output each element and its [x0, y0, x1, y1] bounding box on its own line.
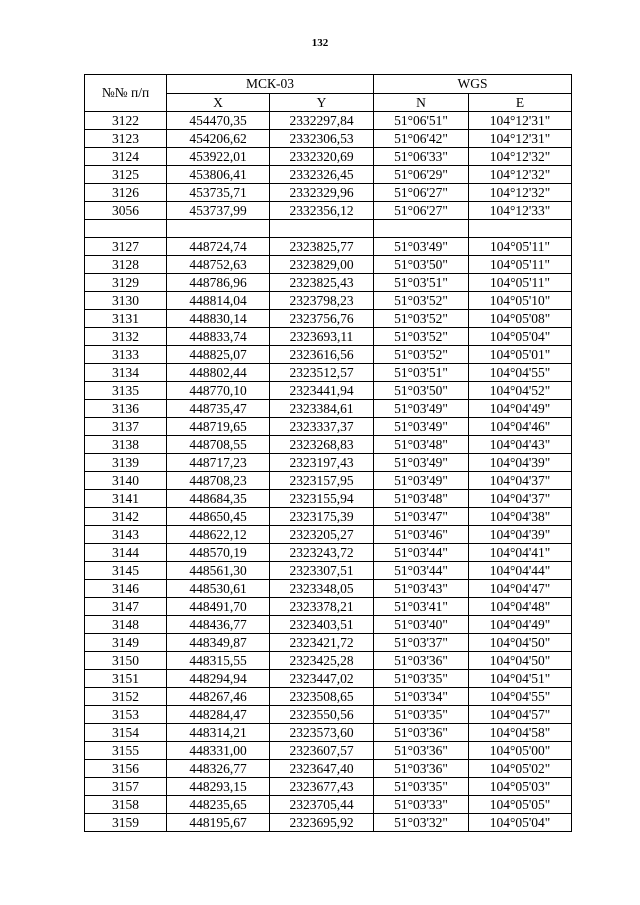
cell-y [270, 220, 374, 238]
cell-x: 448622,12 [167, 526, 270, 544]
cell-e: 104°05'11" [469, 256, 572, 274]
cell-x: 448708,55 [167, 436, 270, 454]
cell-n: 51°06'51" [374, 112, 469, 130]
table-row [85, 616, 572, 634]
cell-x: 448284,47 [167, 706, 270, 724]
cell-x: 448825,07 [167, 346, 270, 364]
cell-e [469, 220, 572, 238]
cell-x: 448293,15 [167, 778, 270, 796]
cell-number: 3123 [85, 130, 167, 148]
table-row [85, 796, 572, 814]
table-row [85, 598, 572, 616]
cell-number: 3124 [85, 148, 167, 166]
cell-number: 3147 [85, 598, 167, 616]
cell-n: 51°03'47" [374, 508, 469, 526]
cell-x: 454206,62 [167, 130, 270, 148]
table-row [85, 220, 572, 238]
cell-e: 104°05'00" [469, 742, 572, 760]
cell-y: 2332329,96 [270, 184, 374, 202]
cell-x: 448786,96 [167, 274, 270, 292]
cell-n: 51°03'49" [374, 454, 469, 472]
cell-y: 2332326,45 [270, 166, 374, 184]
cell-e: 104°04'44" [469, 562, 572, 580]
table-row [85, 472, 572, 490]
cell-y: 2323512,57 [270, 364, 374, 382]
cell-x: 448315,55 [167, 652, 270, 670]
cell-n: 51°03'49" [374, 400, 469, 418]
cell-n: 51°03'34" [374, 688, 469, 706]
cell-y: 2323550,56 [270, 706, 374, 724]
table-row [85, 292, 572, 310]
cell-number: 3141 [85, 490, 167, 508]
cell-number: 3150 [85, 652, 167, 670]
cell-e: 104°05'08" [469, 310, 572, 328]
table-row [85, 544, 572, 562]
cell-x: 448294,94 [167, 670, 270, 688]
table-row [85, 652, 572, 670]
table-row [85, 148, 572, 166]
cell-number: 3131 [85, 310, 167, 328]
cell-x: 448735,47 [167, 400, 270, 418]
header-wgs: WGS [374, 75, 572, 94]
cell-n: 51°03'41" [374, 598, 469, 616]
cell-number: 3158 [85, 796, 167, 814]
cell-e: 104°04'58" [469, 724, 572, 742]
table-body [85, 112, 572, 832]
cell-n [374, 220, 469, 238]
cell-x: 448802,44 [167, 364, 270, 382]
table-row [85, 364, 572, 382]
cell-y: 2323307,51 [270, 562, 374, 580]
cell-e: 104°05'03" [469, 778, 572, 796]
cell-n: 51°06'33" [374, 148, 469, 166]
cell-number: 3132 [85, 328, 167, 346]
cell-x: 448235,65 [167, 796, 270, 814]
cell-number: 3136 [85, 400, 167, 418]
cell-number: 3140 [85, 472, 167, 490]
cell-e: 104°05'10" [469, 292, 572, 310]
cell-x: 448724,74 [167, 238, 270, 256]
table-row [85, 238, 572, 256]
cell-x: 448349,87 [167, 634, 270, 652]
cell-y: 2323677,43 [270, 778, 374, 796]
cell-number: 3148 [85, 616, 167, 634]
cell-x: 448708,23 [167, 472, 270, 490]
cell-y: 2323384,61 [270, 400, 374, 418]
cell-e: 104°12'32" [469, 148, 572, 166]
cell-e: 104°05'01" [469, 346, 572, 364]
cell-number: 3142 [85, 508, 167, 526]
cell-n: 51°03'36" [374, 724, 469, 742]
cell-e: 104°04'52" [469, 382, 572, 400]
cell-y: 2323616,56 [270, 346, 374, 364]
cell-e: 104°05'02" [469, 760, 572, 778]
cell-e: 104°04'55" [469, 688, 572, 706]
cell-e: 104°12'32" [469, 184, 572, 202]
table-row [85, 454, 572, 472]
cell-y: 2323243,72 [270, 544, 374, 562]
cell-n: 51°03'49" [374, 472, 469, 490]
cell-e: 104°05'04" [469, 328, 572, 346]
cell-n: 51°03'35" [374, 706, 469, 724]
cell-y: 2323825,43 [270, 274, 374, 292]
cell-e: 104°04'39" [469, 526, 572, 544]
cell-n: 51°03'37" [374, 634, 469, 652]
cell-n: 51°03'52" [374, 310, 469, 328]
cell-number: 3143 [85, 526, 167, 544]
cell-e: 104°04'50" [469, 652, 572, 670]
cell-e: 104°04'39" [469, 454, 572, 472]
cell-y: 2323378,21 [270, 598, 374, 616]
cell-n: 51°03'48" [374, 490, 469, 508]
cell-e: 104°04'47" [469, 580, 572, 598]
cell-e: 104°04'51" [469, 670, 572, 688]
cell-y: 2323155,94 [270, 490, 374, 508]
table-row [85, 634, 572, 652]
cell-e: 104°04'48" [469, 598, 572, 616]
cell-number: 3155 [85, 742, 167, 760]
cell-n: 51°03'49" [374, 238, 469, 256]
header-n: N [374, 94, 469, 112]
table-row [85, 184, 572, 202]
table-row [85, 328, 572, 346]
cell-number: 3127 [85, 238, 167, 256]
cell-number: 3125 [85, 166, 167, 184]
cell-number: 3152 [85, 688, 167, 706]
cell-y: 2323756,76 [270, 310, 374, 328]
cell-e: 104°04'43" [469, 436, 572, 454]
cell-x: 453806,41 [167, 166, 270, 184]
cell-number: 3137 [85, 418, 167, 436]
cell-x: 448752,63 [167, 256, 270, 274]
cell-number: 3128 [85, 256, 167, 274]
table-row [85, 526, 572, 544]
cell-n: 51°03'40" [374, 616, 469, 634]
cell-number: 3135 [85, 382, 167, 400]
cell-e: 104°04'50" [469, 634, 572, 652]
cell-x: 454470,35 [167, 112, 270, 130]
cell-number: 3149 [85, 634, 167, 652]
cell-e: 104°05'11" [469, 238, 572, 256]
cell-number [85, 220, 167, 238]
cell-x: 453922,01 [167, 148, 270, 166]
table-row [85, 346, 572, 364]
cell-number: 3153 [85, 706, 167, 724]
cell-e: 104°04'38" [469, 508, 572, 526]
cell-e: 104°05'11" [469, 274, 572, 292]
cell-n: 51°03'32" [374, 814, 469, 832]
table-row [85, 562, 572, 580]
cell-x: 448570,19 [167, 544, 270, 562]
cell-number: 3145 [85, 562, 167, 580]
cell-number: 3139 [85, 454, 167, 472]
cell-number: 3134 [85, 364, 167, 382]
table-row [85, 742, 572, 760]
cell-n: 51°06'27" [374, 202, 469, 220]
cell-e: 104°05'04" [469, 814, 572, 832]
cell-n: 51°03'51" [374, 274, 469, 292]
cell-y: 2323695,92 [270, 814, 374, 832]
cell-e: 104°04'49" [469, 616, 572, 634]
cell-x [167, 220, 270, 238]
cell-y: 2323508,65 [270, 688, 374, 706]
table-row [85, 310, 572, 328]
cell-y: 2323573,60 [270, 724, 374, 742]
cell-y: 2332306,53 [270, 130, 374, 148]
table-row [85, 202, 572, 220]
table-row [85, 580, 572, 598]
cell-x: 448814,04 [167, 292, 270, 310]
table-row [85, 400, 572, 418]
cell-n: 51°03'36" [374, 742, 469, 760]
cell-y: 2323175,39 [270, 508, 374, 526]
cell-number: 3130 [85, 292, 167, 310]
cell-x: 448717,23 [167, 454, 270, 472]
table-row [85, 436, 572, 454]
cell-n: 51°03'35" [374, 778, 469, 796]
table-row [85, 688, 572, 706]
cell-y: 2323705,44 [270, 796, 374, 814]
cell-x: 453735,71 [167, 184, 270, 202]
cell-n: 51°03'52" [374, 292, 469, 310]
cell-number: 3122 [85, 112, 167, 130]
cell-n: 51°06'27" [374, 184, 469, 202]
cell-n: 51°03'44" [374, 544, 469, 562]
cell-e: 104°04'37" [469, 472, 572, 490]
cell-number: 3156 [85, 760, 167, 778]
cell-y: 2323403,51 [270, 616, 374, 634]
cell-y: 2332297,84 [270, 112, 374, 130]
cell-n: 51°03'50" [374, 256, 469, 274]
cell-y: 2323348,05 [270, 580, 374, 598]
cell-y: 2323798,23 [270, 292, 374, 310]
cell-e: 104°04'46" [469, 418, 572, 436]
cell-y: 2323268,83 [270, 436, 374, 454]
cell-y: 2323197,43 [270, 454, 374, 472]
cell-n: 51°03'50" [374, 382, 469, 400]
cell-x: 448561,30 [167, 562, 270, 580]
cell-y: 2323693,11 [270, 328, 374, 346]
cell-y: 2323157,95 [270, 472, 374, 490]
cell-number: 3056 [85, 202, 167, 220]
cell-x: 448770,10 [167, 382, 270, 400]
cell-e: 104°04'49" [469, 400, 572, 418]
table-row [85, 670, 572, 688]
cell-n: 51°03'36" [374, 760, 469, 778]
cell-n: 51°03'44" [374, 562, 469, 580]
cell-x: 448314,21 [167, 724, 270, 742]
header-x: X [167, 94, 270, 112]
cell-n: 51°03'52" [374, 328, 469, 346]
table-row [85, 724, 572, 742]
cell-x: 448267,46 [167, 688, 270, 706]
cell-e: 104°12'31" [469, 130, 572, 148]
table-row [85, 166, 572, 184]
table-row [85, 112, 572, 130]
cell-x: 448195,67 [167, 814, 270, 832]
page-number: 132 [311, 37, 329, 49]
cell-y: 2323825,77 [270, 238, 374, 256]
cell-y: 2323441,94 [270, 382, 374, 400]
cell-x: 448436,77 [167, 616, 270, 634]
table-row [85, 706, 572, 724]
cell-x: 448830,14 [167, 310, 270, 328]
cell-y: 2323607,57 [270, 742, 374, 760]
cell-n: 51°03'52" [374, 346, 469, 364]
cell-x: 453737,99 [167, 202, 270, 220]
table-row [85, 760, 572, 778]
table-row [85, 508, 572, 526]
cell-n: 51°03'51" [374, 364, 469, 382]
cell-number: 3126 [85, 184, 167, 202]
cell-y: 2323829,00 [270, 256, 374, 274]
table-row [85, 814, 572, 832]
cell-y: 2323421,72 [270, 634, 374, 652]
table-row [85, 490, 572, 508]
header-e: E [469, 94, 572, 112]
cell-e: 104°12'33" [469, 202, 572, 220]
cell-e: 104°12'32" [469, 166, 572, 184]
cell-n: 51°06'29" [374, 166, 469, 184]
cell-n: 51°03'36" [374, 652, 469, 670]
cell-y: 2323205,27 [270, 526, 374, 544]
table-header-row [85, 75, 572, 94]
header-msk: МСК-03 [167, 75, 374, 94]
cell-x: 448650,45 [167, 508, 270, 526]
cell-n: 51°03'49" [374, 418, 469, 436]
cell-x: 448684,35 [167, 490, 270, 508]
cell-y: 2323337,37 [270, 418, 374, 436]
table-row [85, 130, 572, 148]
cell-x: 448833,74 [167, 328, 270, 346]
cell-number: 3154 [85, 724, 167, 742]
cell-number: 3144 [85, 544, 167, 562]
cell-n: 51°03'43" [374, 580, 469, 598]
cell-number: 3146 [85, 580, 167, 598]
cell-e: 104°04'41" [469, 544, 572, 562]
cell-n: 51°06'42" [374, 130, 469, 148]
cell-number: 3129 [85, 274, 167, 292]
cell-number: 3151 [85, 670, 167, 688]
cell-x: 448331,00 [167, 742, 270, 760]
table-row [85, 418, 572, 436]
coordinates-table [84, 74, 572, 832]
cell-e: 104°05'05" [469, 796, 572, 814]
cell-e: 104°12'31" [469, 112, 572, 130]
cell-x: 448326,77 [167, 760, 270, 778]
table-row [85, 274, 572, 292]
cell-number: 3157 [85, 778, 167, 796]
cell-e: 104°04'55" [469, 364, 572, 382]
cell-y: 2332356,12 [270, 202, 374, 220]
cell-n: 51°03'48" [374, 436, 469, 454]
cell-y: 2323447,02 [270, 670, 374, 688]
cell-x: 448491,70 [167, 598, 270, 616]
cell-y: 2332320,69 [270, 148, 374, 166]
cell-y: 2323425,28 [270, 652, 374, 670]
cell-n: 51°03'46" [374, 526, 469, 544]
table-row [85, 382, 572, 400]
cell-number: 3159 [85, 814, 167, 832]
cell-e: 104°04'57" [469, 706, 572, 724]
cell-e: 104°04'37" [469, 490, 572, 508]
table-row [85, 256, 572, 274]
cell-y: 2323647,40 [270, 760, 374, 778]
cell-x: 448530,61 [167, 580, 270, 598]
cell-n: 51°03'35" [374, 670, 469, 688]
cell-number: 3138 [85, 436, 167, 454]
header-y: Y [270, 94, 374, 112]
cell-x: 448719,65 [167, 418, 270, 436]
cell-n: 51°03'33" [374, 796, 469, 814]
table-row [85, 778, 572, 796]
cell-number: 3133 [85, 346, 167, 364]
header-number: №№ п/п [85, 75, 167, 112]
